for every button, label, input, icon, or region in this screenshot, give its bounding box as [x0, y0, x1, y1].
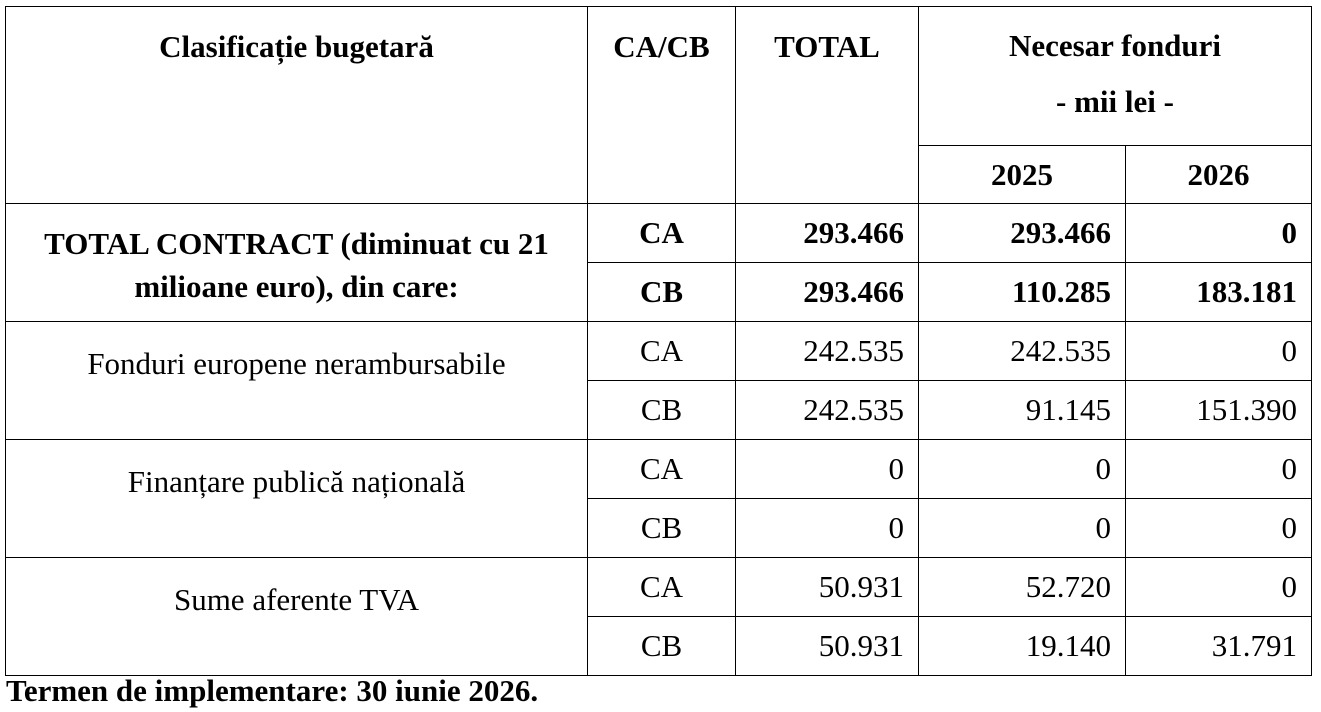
year-2026-cell: 0	[1126, 204, 1312, 263]
header-year-2026: 2026	[1126, 146, 1312, 204]
table-row	[6, 322, 1312, 381]
total-cell: 0	[736, 499, 919, 558]
year-2025-cell: 110.285	[919, 263, 1126, 322]
year-2025-cell: 52.720	[919, 558, 1126, 617]
type-cell: CB	[588, 263, 736, 322]
header-funds-title: Necesar fonduri	[1008, 28, 1222, 63]
year-2025-cell: 242.535	[919, 322, 1126, 381]
group-label-vat: Sume aferente TVA	[6, 558, 588, 676]
header-total: TOTAL	[736, 7, 919, 204]
total-cell: 50.931	[736, 558, 919, 617]
table-row	[6, 558, 1312, 617]
type-cell: CA	[588, 322, 736, 381]
table-row	[6, 440, 1312, 499]
year-2026-cell: 0	[1126, 440, 1312, 499]
year-2026-cell: 0	[1126, 499, 1312, 558]
year-2025-cell: 0	[919, 499, 1126, 558]
total-cell: 0	[736, 440, 919, 499]
header-classification: Clasificație bugetară	[6, 7, 588, 204]
total-cell: 242.535	[736, 322, 919, 381]
group-label-total-contract: TOTAL CONTRACT (diminuat cu 21 milioane euro), din care:	[6, 204, 588, 322]
year-2025-cell: 19.140	[919, 617, 1126, 676]
budget-table	[5, 6, 1312, 676]
year-2026-cell: 183.181	[1126, 263, 1312, 322]
type-cell: CB	[588, 617, 736, 676]
total-cell: 293.466	[736, 263, 919, 322]
header-type: CA/CB	[588, 7, 736, 204]
group-label-national-funding: Finanțare publică națională	[6, 440, 588, 558]
header-year-2025: 2025	[919, 146, 1126, 204]
implementation-deadline-note: Termen de implementare: 30 iunie 2026.	[6, 673, 539, 708]
type-cell: CB	[588, 381, 736, 440]
type-cell: CA	[588, 558, 736, 617]
type-cell: CA	[588, 440, 736, 499]
type-cell: CA	[588, 204, 736, 263]
header-row	[6, 7, 1312, 146]
year-2026-cell: 151.390	[1126, 381, 1312, 440]
table-row	[6, 204, 1312, 263]
year-2025-cell: 91.145	[919, 381, 1126, 440]
total-cell: 242.535	[736, 381, 919, 440]
header-funds-unit: - mii lei -	[1056, 84, 1174, 119]
type-cell: CB	[588, 499, 736, 558]
group-label-eu-funds: Fonduri europene nerambursabile	[6, 322, 588, 440]
year-2025-cell: 293.466	[919, 204, 1126, 263]
year-2026-cell: 0	[1126, 322, 1312, 381]
total-cell: 50.931	[736, 617, 919, 676]
total-cell: 293.466	[736, 204, 919, 263]
year-2025-cell: 0	[919, 440, 1126, 499]
header-funds	[919, 7, 1312, 146]
year-2026-cell: 31.791	[1126, 617, 1312, 676]
year-2026-cell: 0	[1126, 558, 1312, 617]
